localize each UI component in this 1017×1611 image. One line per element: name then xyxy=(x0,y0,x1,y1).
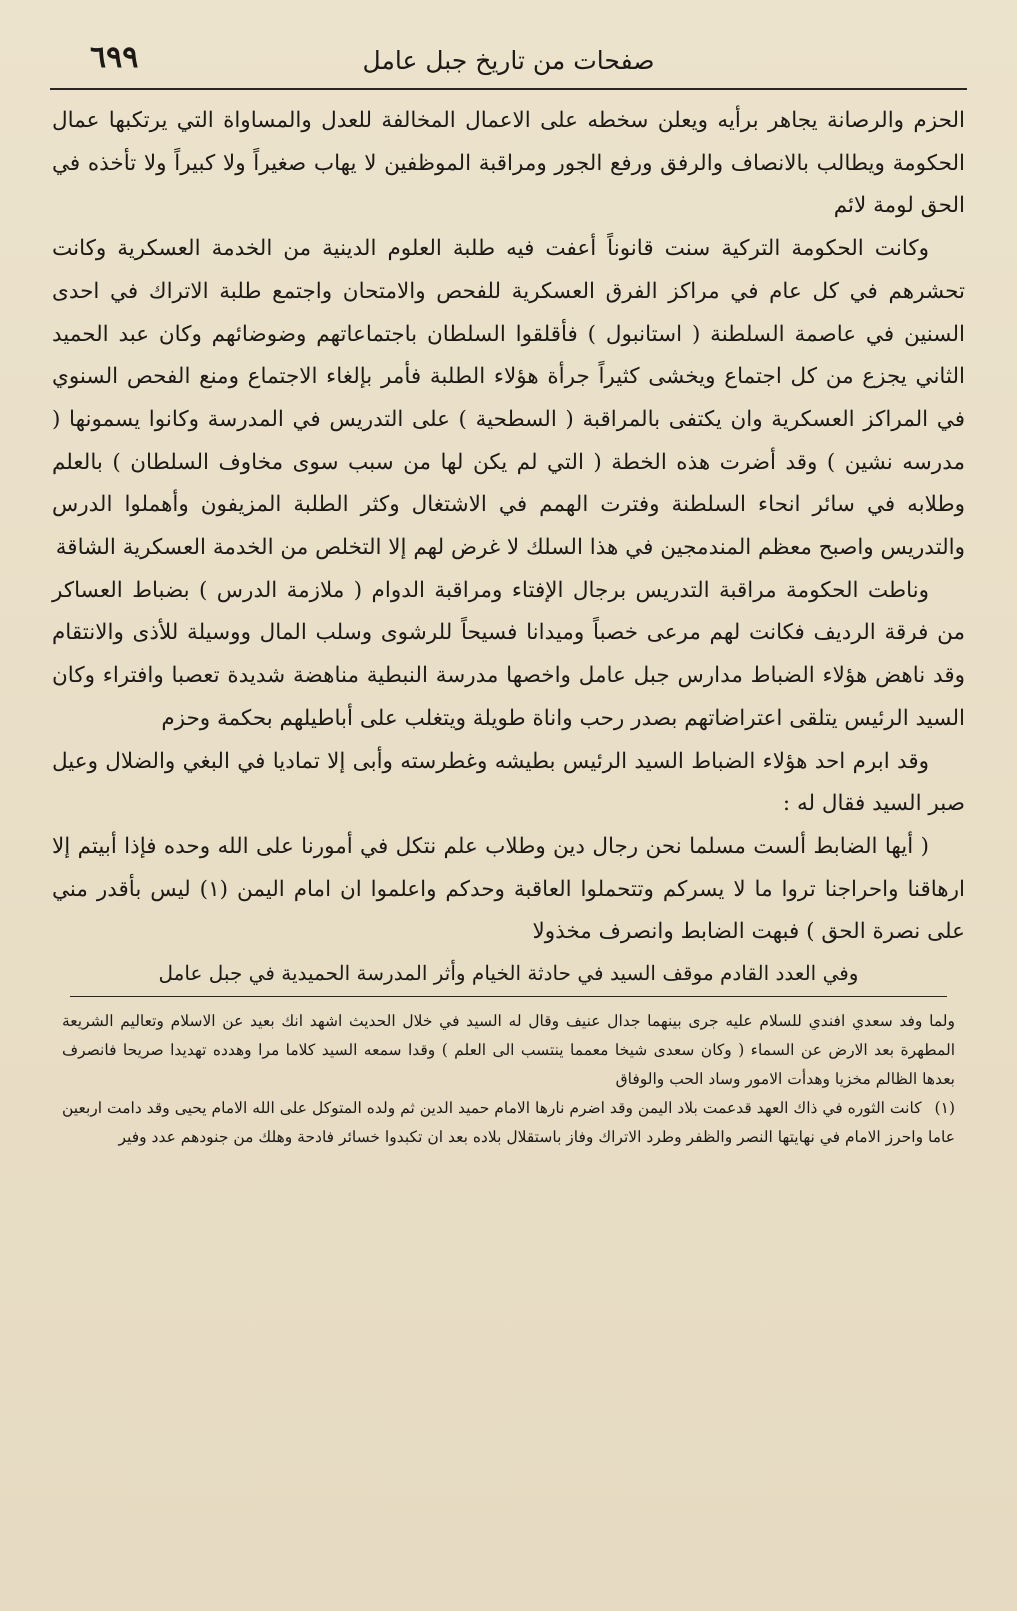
footnotes xyxy=(40,1007,977,1152)
page-header xyxy=(40,38,977,88)
paragraph-5-quote: ( أيها الضابط ألست مسلما نحن رجال دين وطلاب علم نتكل في أمورنا على الله وحده فإذا أبيتم إلا ارهاقنا واحراجنا تروا ما لا يسركم وتتحملوا العاقبة وحدكم واعلموا ان امام اليمن (١) ليس بأقدر مني على نصرة الحق ) فبهت الضابط وانصرف مخذولا xyxy=(52,833,966,945)
footnote-1-text: كانت الثوره في ذاك العهد قدعمت بلاد اليمن وقد اضرم نارها الامام حميد الدين ثم ولده المتوكل على الله الامام يحيى وقد دامت اربعين عاما واحرز الامام في نهايتها النصر والظفر وطرد الاتراك وفاز باستقلال بلاده بعد ان تكبدوا خسائر فادحة وهلك من جنودهم عدد وفير xyxy=(62,1099,955,1147)
footnote-1-label: (١) xyxy=(934,1099,955,1118)
header-rule xyxy=(50,88,967,90)
footnote-rule xyxy=(70,996,947,997)
page-number: ٦٩٩ xyxy=(90,40,139,75)
continuation-note: وفي العدد القادم موقف السيد في حادثة الخيام وأثر المدرسة الحميدية في جبل عامل xyxy=(158,961,859,986)
paragraph-3: وناطت الحكومة مراقبة التدريس برجال الإفتاء ومراقبة الدوام ( ملازمة الدرس ) بضباط العساكر من فرقة الرديف فكانت لهم مرعى خصباً وميدانا فسيحاً للرشوى وسلب المال ووسيلة للأذى والانتقام وقد ناهض هؤلاء الضباط مدارس جبل عامل واخصها مدرسة النبطية مناهضة شديدة تعصبا وافتراء وكان السيد الرئيس يتلقى اعتراضاتهم بصدر رحب واناة طويلة ويتغلب على أباطيلهم بحكمة وحزم xyxy=(52,577,965,731)
paragraph-4: وقد ابرم احد هؤلاء الضباط السيد الرئيس بطيشه وغطرسته وأبى إلا تماديا في البغي والضلال وعيل صبر السيد فقال له : xyxy=(52,748,965,817)
footnote-1 xyxy=(62,1094,955,1152)
paragraph-2: وكانت الحكومة التركية سنت قانوناً أعفت فيه طلبة العلوم الدينية من الخدمة العسكرية وكانت تحشرهم في كل عام في مراكز الفرق العسكرية للفحص والامتحان واجتمع طلبة الاتراك في احدى السنين في عاصمة السلطنة ( استانبول ) فأقلقوا السلطان باجتماعاتهم وضوضائهم وكان عبد الحميد الثاني يجزع من كل اجتماع ويخشى كثيراً جرأة هؤلاء الطلبة فأمر بإلغاء الاجتماع ومنع الفحص السنوي في المراكز العسكرية وان يكتفى بالمراقبة ( السطحية ) على التدريس في المدرسة وكانوا يسمونها ( مدرسه نشين ) وقد أضرت هذه الخطة ( التي لم يكن لها من سبب سوى مخاوف السلطان ) بالعلم وطلابه في سائر انحاء السلطنة وفترت الهمم في الاشتغال وكثر الطلبة المزيفون وأهملوا الدرس والتدريس واصبح معظم المندمجين في هذا السلك لا غرض لهم إلا التخلص من الخدمة العسكرية الشاقة xyxy=(52,236,965,561)
main-text xyxy=(40,100,977,954)
paragraph-1: الحزم والرصانة يجاهر برأيه ويعلن سخطه على الاعمال المخالفة للعدل والمساواة التي يرتكبها عمال الحكومة ويطالب بالانصاف والرفق ورفع الجور ومراقبة الموظفين لا يهاب صغيراً ولا كبيراً ولا تأخذه في الحق لومة لائم xyxy=(52,108,965,219)
running-title: صفحات من تاريخ جبل عامل xyxy=(362,46,655,75)
footnote-continued: ولما وفد سعدي افندي للسلام عليه جرى بينهما جدال عنيف وقال له السيد في خلال الحديث اشهد انك بعيد عن الاسلام وتعاليم الشريعة المطهرة بعد الارض عن السماء ( وكان سعدى شيخا معمما ينتسب الى العلم ) وقدا سمعه السيد كلاما مرا وهدده تهديدا صريحا فانصرف بعدها الظالم مخزيا وهدأت الامور وساد الحب والوفاق xyxy=(62,1012,955,1089)
